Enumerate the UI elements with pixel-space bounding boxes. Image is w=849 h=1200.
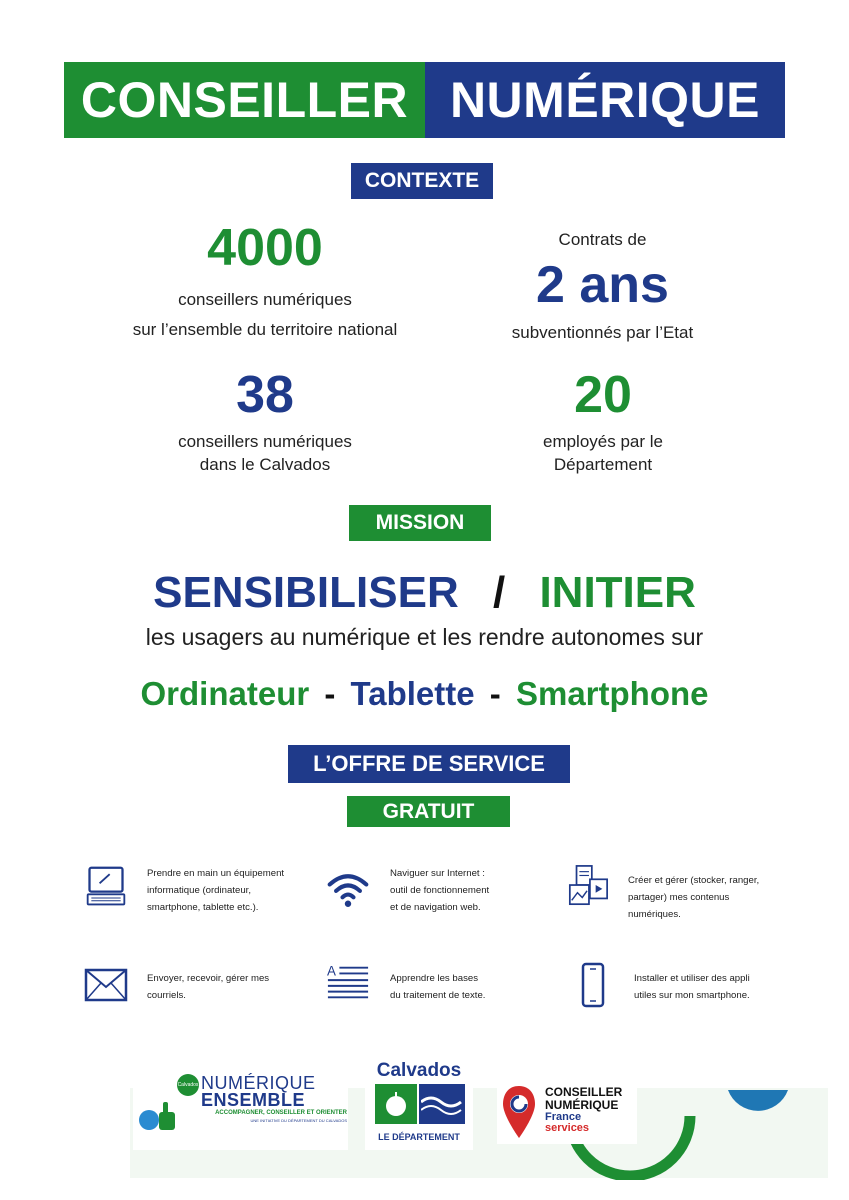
- stat-prefix: Contrats de: [558, 230, 647, 249]
- mission-sentence: les usagers au numérique et les rendre autonomes sur: [145, 624, 704, 650]
- stat-line1: conseillers numériques: [178, 432, 352, 451]
- stat-line1: conseillers numériques: [178, 290, 352, 309]
- service-wifi: [326, 868, 370, 917]
- calvados-badge: Calvados: [177, 1074, 199, 1096]
- service-smartphone: [580, 962, 606, 1015]
- calvados-sub: LE DÉPARTEMENT: [378, 1132, 460, 1142]
- device-sep-1: -: [324, 675, 336, 712]
- stat-38: [115, 364, 415, 476]
- devices-line: [0, 675, 849, 713]
- device-smartphone: Smartphone: [515, 675, 709, 712]
- service-line: smartphone, tablette etc.).: [147, 902, 259, 913]
- service-smartphone-text: [634, 970, 784, 1004]
- service-computer-text: [147, 865, 307, 916]
- service-media: [566, 864, 610, 913]
- service-line: utiles sur mon smartphone.: [634, 990, 750, 1001]
- stat-line1: employés par le: [542, 432, 663, 451]
- apple-icon: [383, 1090, 409, 1118]
- map-pin-icon: [501, 1084, 537, 1140]
- logo-title1: NUMÉRIQUE: [201, 1073, 316, 1093]
- stat-number: 38: [236, 366, 294, 424]
- conseiller-line1: CONSEILLER: [545, 1085, 623, 1099]
- verb-separator: /: [492, 568, 506, 617]
- svg-text:A: A: [326, 963, 336, 979]
- service-line: Naviguer sur Internet :: [390, 868, 485, 879]
- waves-icon: [421, 1092, 463, 1116]
- service-line: Envoyer, recevoir, gérer mes: [147, 973, 270, 984]
- service-text: [326, 961, 370, 1010]
- title-right-text: NUMÉRIQUE: [449, 72, 761, 128]
- service-line: outil de fonctionnement: [390, 885, 490, 896]
- computer-icon: [84, 865, 128, 909]
- device-sep-2: -: [489, 675, 501, 712]
- hands-icon: [135, 1090, 181, 1136]
- service-email: [84, 963, 128, 1012]
- gratuit-label: GRATUIT: [347, 796, 510, 827]
- logo-calvados: [365, 1058, 473, 1150]
- service-line: courriels.: [147, 990, 186, 1001]
- stat-line2: sur l’ensemble du territoire national: [132, 320, 398, 339]
- stat-number: 4000: [207, 219, 323, 277]
- service-line: Installer et utiliser des appli: [634, 973, 750, 984]
- service-text-text: [390, 970, 550, 1004]
- wifi-icon: [326, 868, 370, 912]
- service-line: du traitement de texte.: [390, 990, 486, 1001]
- service-computer: [84, 865, 128, 914]
- title-left-text: CONSEILLER: [80, 72, 409, 128]
- mission-label: MISSION: [349, 505, 491, 541]
- service-wifi-text: [390, 865, 550, 916]
- device-tablette: Tablette: [350, 675, 475, 712]
- calvados-name: Calvados: [376, 1060, 462, 1081]
- service-line: Prendre en main un équipement: [147, 868, 285, 879]
- verb-sensibiliser: SENSIBILISER: [153, 568, 459, 617]
- contexte-label: CONTEXTE: [351, 163, 493, 199]
- stat-line2: Département: [553, 455, 653, 474]
- service-line: numériques.: [628, 909, 681, 920]
- stat-20: [478, 364, 728, 476]
- mission-verbs: [0, 568, 849, 618]
- service-line: partager) mes contenus: [628, 892, 730, 903]
- service-email-text: [147, 970, 307, 1004]
- service-line: et de navigation web.: [390, 902, 481, 913]
- text-document-icon: [326, 961, 370, 1005]
- device-ordinateur: Ordinateur: [140, 675, 310, 712]
- title-banner-left: [64, 62, 425, 138]
- conseiller-line3: France: [545, 1111, 582, 1123]
- stat-4000: [100, 216, 430, 343]
- conseiller-line4: services: [545, 1122, 590, 1134]
- verb-initier: INITIER: [539, 568, 696, 617]
- offre-label: L’OFFRE DE SERVICE: [288, 745, 570, 783]
- envelope-icon: [84, 963, 128, 1007]
- service-line: informatique (ordinateur,: [147, 885, 251, 896]
- smartphone-icon: [580, 962, 606, 1010]
- service-line: Apprendre les bases: [390, 973, 478, 984]
- service-line: Créer et gérer (stocker, ranger,: [628, 875, 760, 886]
- logo-conseiller-france-services: [497, 1080, 637, 1144]
- logo-numerique-ensemble: [133, 1070, 348, 1150]
- stat-number: 20: [574, 366, 632, 424]
- title-banner-right: [425, 62, 785, 138]
- stat-line1: subventionnés par l’Etat: [511, 323, 694, 342]
- logo-subtagline: UNE INITIATIVE DU DÉPARTEMENT DU CALVADOS: [250, 1118, 347, 1123]
- conseiller-line2: NUMÉRIQUE: [545, 1098, 619, 1112]
- stat-number: 2 ans: [536, 256, 669, 314]
- media-files-icon: [566, 864, 610, 908]
- stat-line2: dans le Calvados: [199, 455, 331, 474]
- logo-title2: ENSEMBLE: [201, 1090, 306, 1110]
- service-media-text: [628, 872, 778, 923]
- stat-2-ans: [460, 226, 745, 346]
- logo-tagline: ACCOMPAGNER, CONSEILLER ET ORIENTER: [215, 1110, 347, 1116]
